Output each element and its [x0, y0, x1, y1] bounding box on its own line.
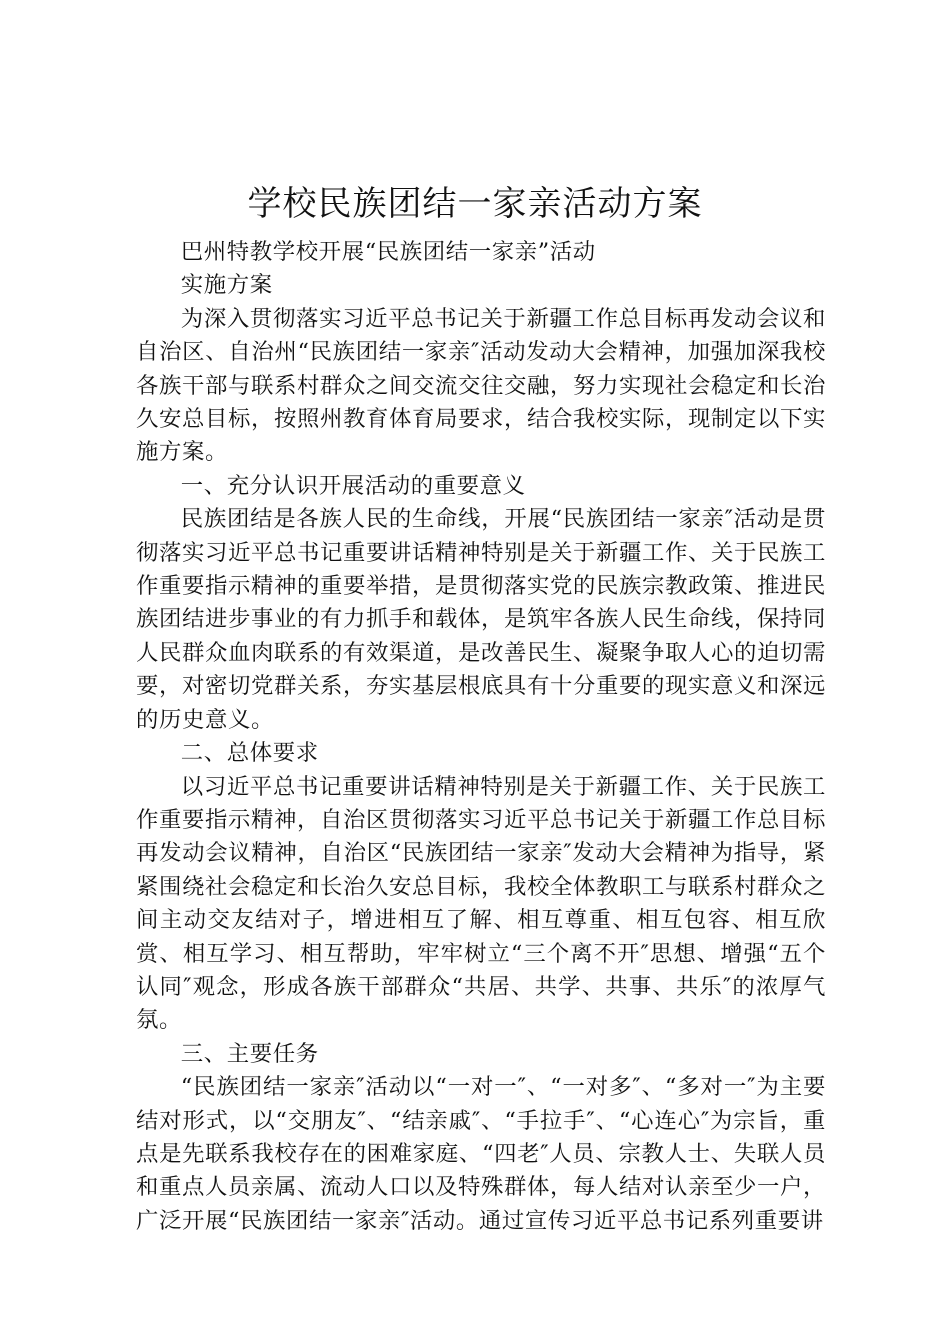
section-heading-2: 二、总体要求	[180, 740, 319, 767]
section-3-paragraph: “民族团结一家亲″活动以“一对一″、“一对多″、“多对一″为主要结对形式，以“交朋友″、“结亲戚″、“手拉手″、“心连心″为宗旨，重点是先联系我校存在的困难家庭、“四老″人员、宗教人士、失联人员和重点人员亲属、流动人口以及特殊群体，每人结对认亲至少一户，广泛开展“民族团结一家亲″活动。通过宣传习近平总书记系列重要讲	[136, 1074, 826, 1234]
intro-paragraph: 为深入贯彻落实习近平总书记关于新疆工作总目标再发动会议和自治区、自治州“民族团结一家亲″活动发动大会精神，加强加深我校各族干部与联系村群众之间交流交往交融，努力实现社会稳定和长治久安总目标，按照州教育体育局要求，结合我校实际，现制定以下实施方案。	[136, 305, 826, 466]
document-title: 学校民族团结一家亲活动方案	[247, 184, 703, 224]
section-heading-3: 三、主要任务	[180, 1040, 319, 1067]
subtitle-line-2: 实施方案	[180, 272, 273, 299]
section-2-paragraph: 以习近平总书记重要讲话精神特别是关于新疆工作、关于民族工作重要指示精神，自治区贯彻落实习近平总书记关于新疆工作总目标再发动会议精神，自治区“民族团结一家亲″发动大会精神为指导，紧紧围绕社会稳定和长治久安总目标，我校全体教职工与联系村群众之间主动交友结对子，增进相互了解、相互尊重、相互包容、相互欣赏、相互学习、相互帮助，牢牢树立“三个离不开″思想、增强“五个认同″观念，形成各族干部群众“共居、共学、共事、共乐″的浓厚气氛。	[136, 773, 826, 1034]
section-1-paragraph: 民族团结是各族人民的生命线，开展“民族团结一家亲″活动是贯彻落实习近平总书记重要讲话精神特别是关于新疆工作、关于民族工作重要指示精神的重要举措，是贯彻落实党的民族宗教政策、推进民族团结进步事业的有力抓手和载体，是筑牢各族人民生命线，保持同人民群众血肉联系的有效渠道，是改善民生、凝聚争取人心的迫切需要，对密切党群关系，夯实基层根底具有十分重要的现实意义和深远的历史意义。	[136, 506, 826, 733]
subtitle-line-1: 巴州特教学校开展“民族团结一家亲”活动	[180, 239, 596, 265]
document-body	[136, 236, 826, 1238]
section-heading-1: 一、充分认识开展活动的重要意义	[180, 472, 526, 499]
